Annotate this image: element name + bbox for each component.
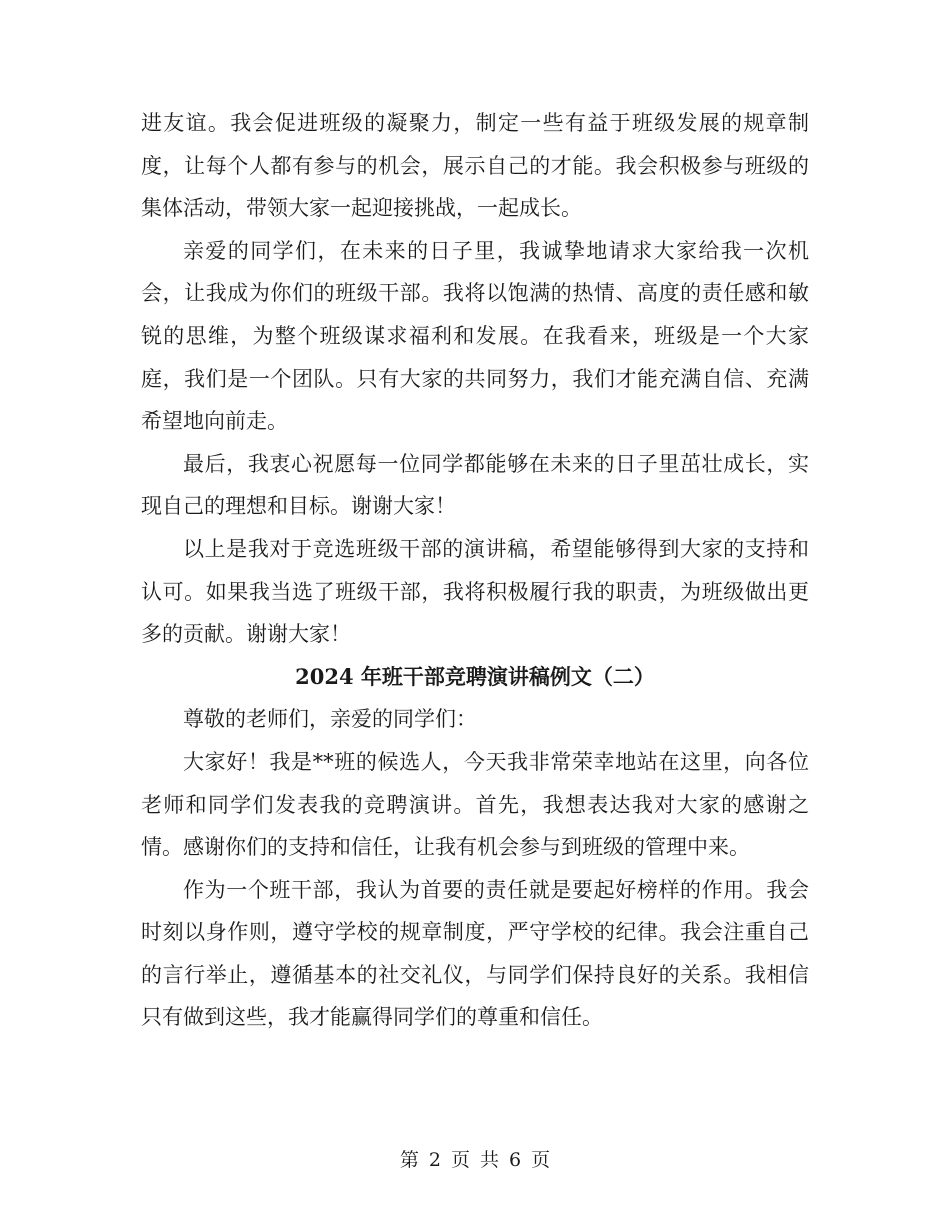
paragraph-summary: 以上是我对于竞选班级干部的演讲稿，希望能够得到大家的支持和认可。如果我当选了班级干部，我将积极履行我的职责，为班级做出更多的贡献。谢谢大家！ (141, 536, 809, 647)
document-body (141, 102, 809, 1039)
paragraph-appeal: 亲爱的同学们，在未来的日子里，我诚挚地请求大家给我一次机会，让我成为你们的班级干部。我将以饱满的热情、高度的责任感和敏锐的思维，为整个班级谋求福利和发展。在我看来，班级是一个大家庭，我们是一个团队。只有大家的共同努力，我们才能充满自信、充满希望地向前走。 (141, 238, 809, 434)
section-title: 2024 年班干部竞聘演讲稿例文（二） (295, 663, 655, 689)
page-number-footer: 第 2 页 共 6 页 (399, 1149, 551, 1171)
paragraph-role-model: 作为一个班干部，我认为首要的责任就是要起好榜样的作用。我会时刻以身作则，遵守学校的规章制度，严守学校的纪律。我会注重自己的言行举止，遵循基本的社交礼仪，与同学们保持良好的关系。我相信只有做到这些，我才能赢得同学们的尊重和信任。 (141, 877, 809, 1030)
paragraph-closing-wish: 最后，我衷心祝愿每一位同学都能够在未来的日子里茁壮成长，实现自己的理想和目标。谢谢大家！ (141, 451, 809, 519)
paragraph-greeting: 大家好！我是**班的候选人，今天我非常荣幸地站在这里，向各位老师和同学们发表我的竞聘演讲。首先，我想表达我对大家的感谢之情。感谢你们的支持和信任，让我有机会参与到班级的管理中来。 (141, 749, 809, 860)
paragraph-salutation: 尊敬的老师们，亲爱的同学们： (183, 707, 477, 732)
paragraph-continuation: 进友谊。我会促进班级的凝聚力，制定一些有益于班级发展的规章制度，让每个人都有参与的机会，展示自己的才能。我会积极参与班级的集体活动，带领大家一起迎接挑战，一起成长。 (141, 111, 809, 221)
